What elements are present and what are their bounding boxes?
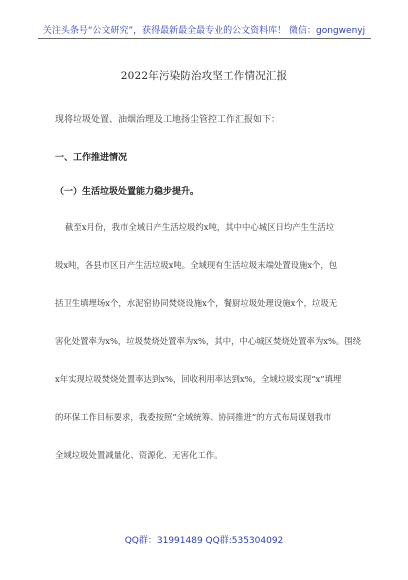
intro-paragraph: 现将垃圾处置、油烟治理及工地扬尘管控工作汇报如下： [55, 115, 281, 125]
body-line: 截至x月份，我市全域日产生活垃圾约x吨，其中中心城区日均产生生活垃 [65, 222, 335, 232]
footer-qq-groups[interactable]: QQ群：31991489 QQ群:535304092 [124, 536, 284, 546]
body-line: 害化处置率为x%，垃圾焚烧处置率为x%，其中，中心城区焚烧处置率为x%。围绕 [55, 336, 362, 346]
document-title: 2022年污染防治攻坚工作情况汇报 [120, 70, 288, 82]
body-line: 全域垃圾处置减量化、资源化、无害化工作。 [55, 450, 223, 460]
subsection-heading: （一）生活垃圾处置能力稳步提升。 [55, 187, 200, 197]
body-line: x年实现垃圾焚烧处置率达到x%，回收利用率达到x%，全域垃圾实现“x”填埋 [55, 374, 342, 384]
body-line: 括卫生填埋场x个，水泥窑协同焚烧设施x个，餐厨垃圾处理设施x个，垃圾无 [55, 298, 338, 308]
body-line: 的环保工作目标要求，我委按照“全域统筹、协同推进”的方式布局谋划我市 [55, 412, 332, 422]
header-divider [38, 38, 371, 39]
header-promo-link[interactable]: 关注头条号“公文研究”，获得最新最全最专业的公文资料库！ 微信：gongwenyj [42, 26, 366, 36]
section-heading: 一、工作推进情况 [55, 153, 128, 163]
body-line: 圾x吨，各县市区日产生活垃圾x吨。全域现有生活垃圾末端处置设施x个，包 [55, 260, 338, 270]
